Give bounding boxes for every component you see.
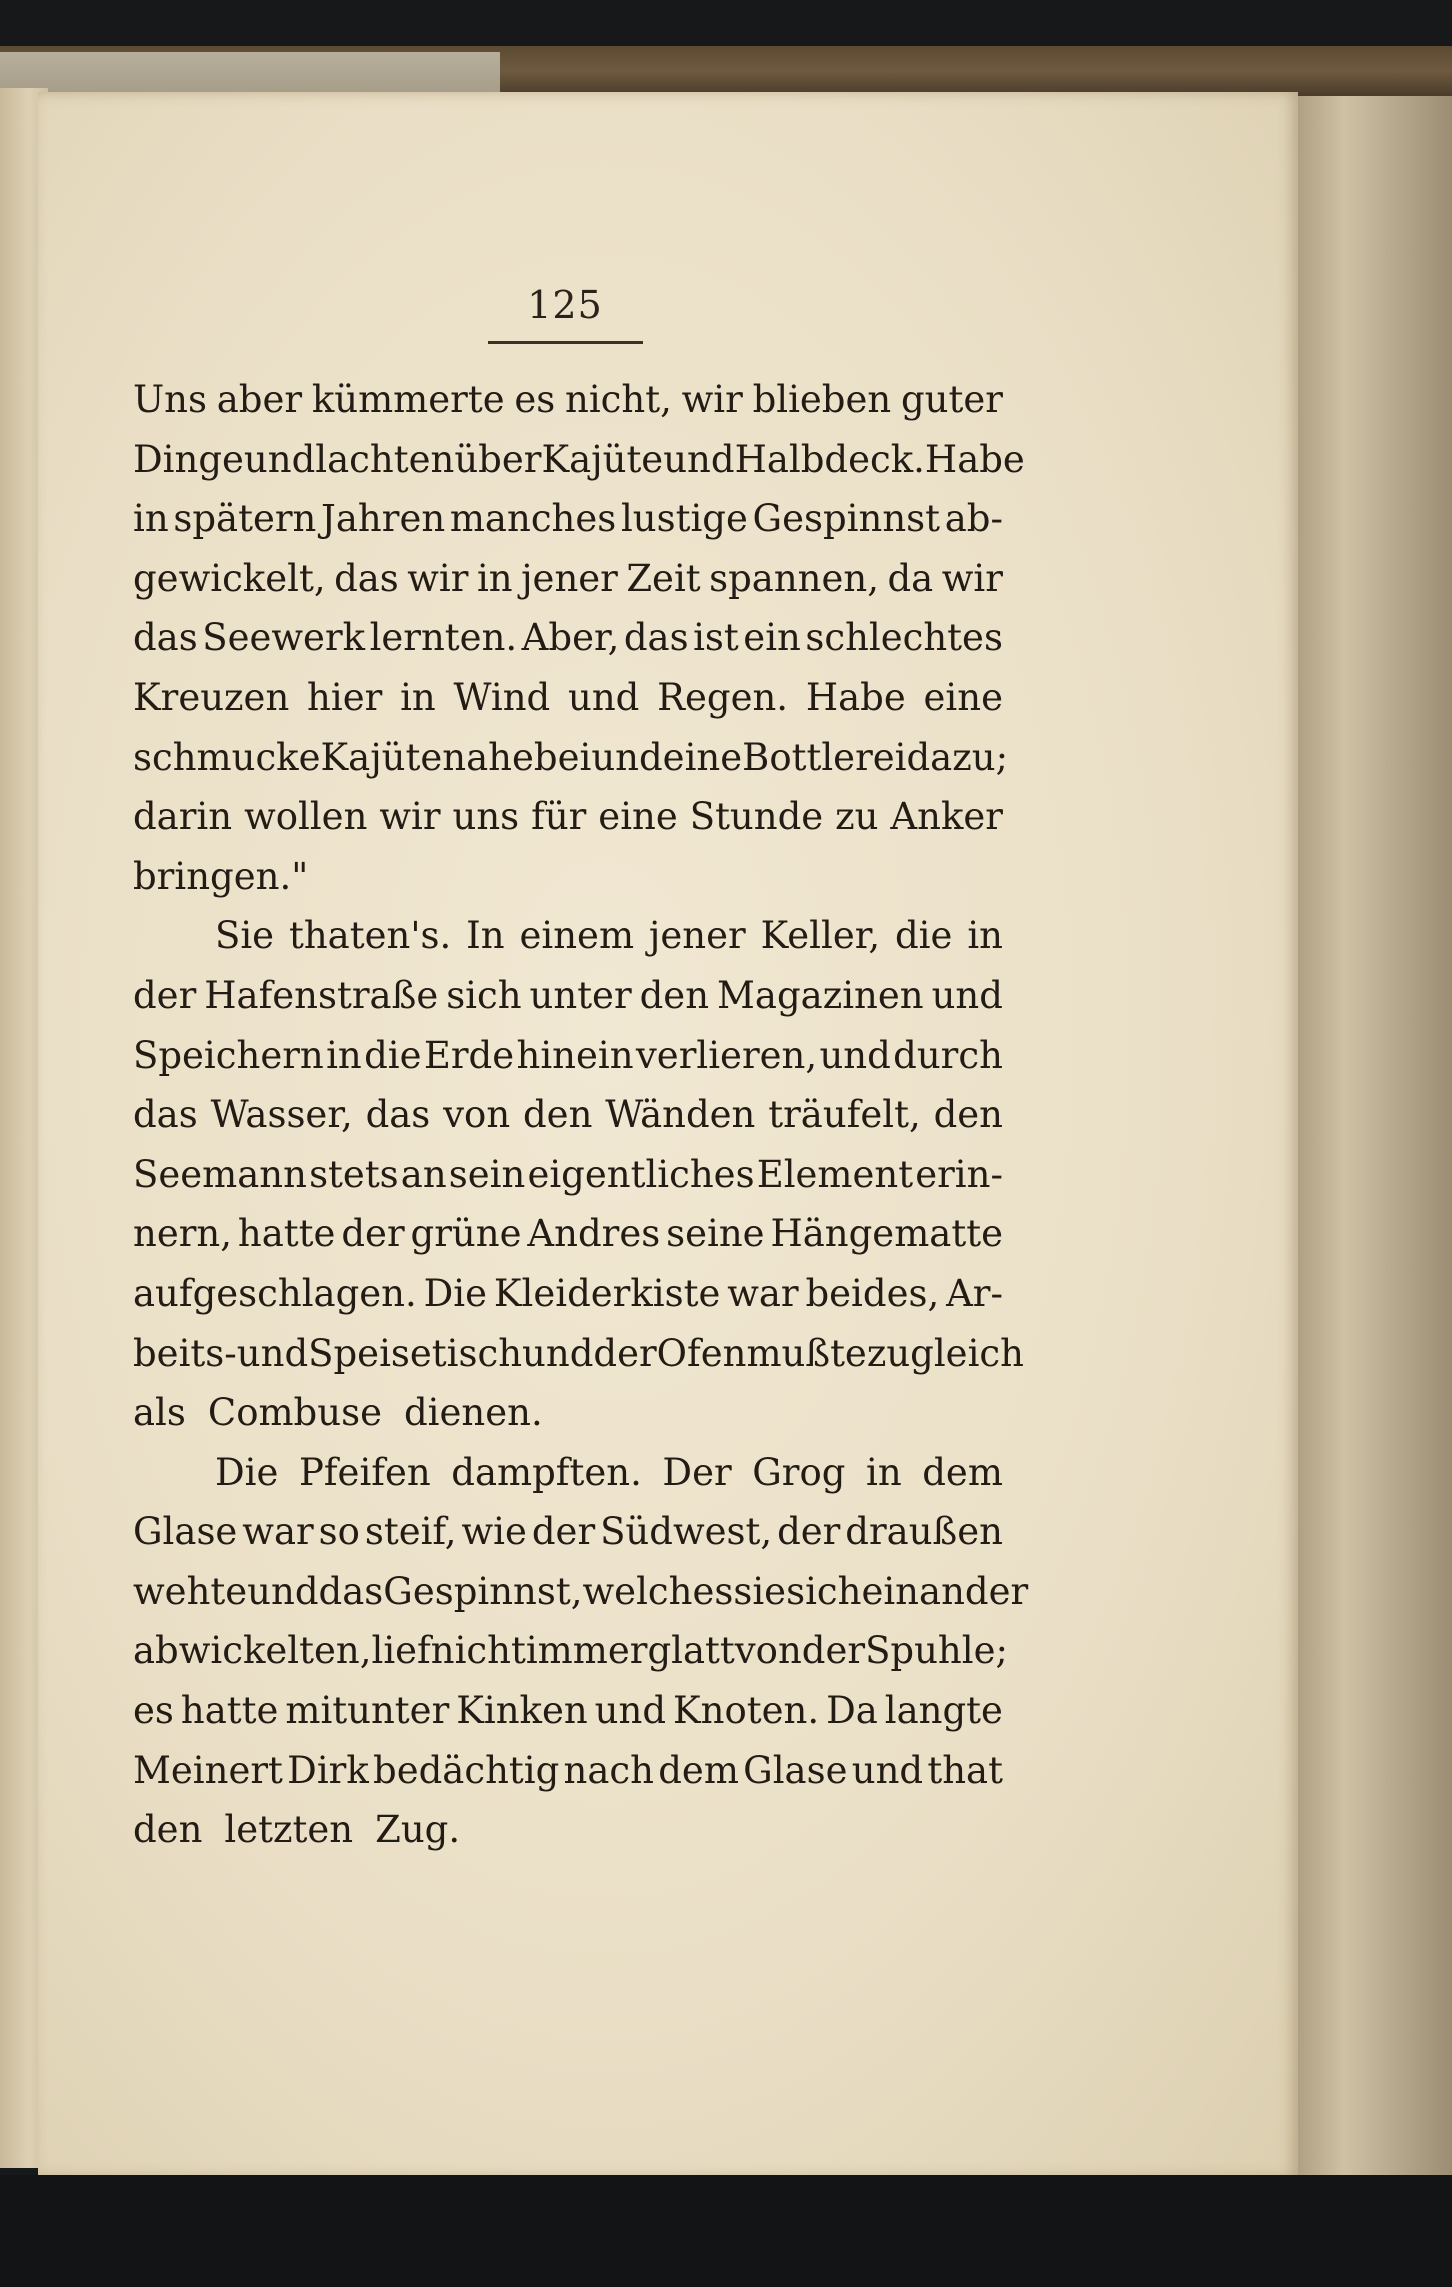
text-line: [133, 608, 1003, 668]
word: Knoten.: [672, 1689, 820, 1733]
word: dienen.: [403, 1391, 543, 1435]
word: und: [931, 973, 1003, 1017]
word: Die: [423, 1271, 488, 1315]
word: und: [247, 1569, 319, 1613]
word: war: [727, 1271, 799, 1315]
word: in: [400, 675, 436, 719]
word: letzten: [224, 1808, 354, 1852]
text-line: [133, 787, 1003, 847]
text-line: [133, 1085, 1003, 1145]
text-line: [133, 1621, 1008, 1681]
word: immer: [525, 1629, 648, 1673]
word: Halbdeck.: [734, 437, 925, 481]
word: es: [133, 1689, 174, 1733]
background-bottom: [0, 2175, 1452, 2287]
word: und: [819, 1033, 891, 1077]
word: und: [236, 1331, 309, 1375]
word: träufelt,: [768, 1093, 921, 1137]
word: der: [133, 973, 197, 1017]
word: Glase: [133, 1510, 238, 1554]
word: einem: [519, 914, 635, 958]
word: verlieren,: [635, 1033, 818, 1077]
word: Kinken: [456, 1689, 588, 1733]
word: darin: [133, 795, 233, 839]
word: nach: [563, 1748, 654, 1792]
word: den: [133, 1808, 203, 1852]
word: nicht: [430, 1629, 526, 1673]
text-line: [133, 1681, 1003, 1741]
word: und: [568, 675, 640, 719]
word: mußte: [746, 1331, 867, 1375]
word: Die: [215, 1450, 279, 1494]
word: in: [476, 556, 513, 600]
text-line: [133, 430, 1025, 490]
word: Meinert: [133, 1748, 283, 1792]
word: Andres: [527, 1212, 661, 1256]
word: spätern: [173, 497, 317, 541]
word: Uns: [133, 378, 207, 421]
word: in: [133, 497, 169, 541]
word: Hafenstraße: [204, 973, 439, 1017]
word: schmucke: [133, 735, 321, 779]
word: Magazinen: [717, 973, 924, 1017]
page-number-rule: [488, 341, 643, 344]
text-line: [133, 1026, 1003, 1086]
word: ist: [693, 616, 739, 660]
word: der: [801, 1629, 866, 1673]
word: Kajüte: [541, 437, 664, 481]
body-text: [133, 370, 1029, 1860]
word: Sie: [215, 914, 275, 958]
word: von: [443, 1093, 511, 1137]
word: eine: [662, 735, 743, 779]
word: steif,: [364, 1510, 457, 1554]
word: wir: [681, 378, 743, 421]
word: bedächtig: [373, 1748, 560, 1792]
word: das: [334, 556, 399, 600]
word: Anker: [890, 795, 1003, 839]
text-line: [133, 549, 1003, 609]
word: Südwest,: [600, 1510, 773, 1554]
word: in: [967, 914, 1003, 958]
word: Habe: [805, 675, 906, 719]
word: Aber,: [521, 616, 620, 660]
word: dem: [922, 1450, 1003, 1494]
word: da: [887, 556, 934, 600]
text-line: [133, 1502, 1003, 1562]
word: beides,: [805, 1271, 940, 1315]
word: sie: [733, 1569, 787, 1613]
text-line: [133, 966, 1003, 1026]
word: Wänden: [605, 1093, 756, 1137]
word: Bottlerei: [742, 735, 907, 779]
word: unter: [529, 973, 632, 1017]
word: nahebei: [442, 735, 592, 779]
word: welches: [582, 1569, 734, 1613]
word: Kreuzen: [133, 675, 290, 719]
word: Dinge: [133, 437, 244, 481]
word: der: [593, 1331, 657, 1375]
word: Glase: [743, 1748, 848, 1792]
word: und: [851, 1748, 924, 1792]
word: glatt: [647, 1629, 735, 1673]
word: hatte: [180, 1689, 279, 1733]
word: eine: [598, 795, 678, 839]
word: gewickelt,: [133, 556, 326, 600]
word: über: [454, 437, 542, 481]
word: an: [400, 1152, 447, 1196]
word: für: [531, 795, 587, 839]
word: sein: [448, 1152, 526, 1196]
word: Spuhle;: [865, 1629, 1008, 1673]
word: bringen.": [133, 854, 309, 898]
word: Zeit: [626, 556, 701, 600]
word: zu: [835, 795, 879, 839]
word: lief: [371, 1629, 431, 1673]
word: Ofen: [656, 1331, 747, 1375]
text-line: [133, 1145, 1003, 1205]
word: Regen.: [657, 675, 789, 719]
word: Der: [662, 1450, 732, 1494]
word: wir: [941, 556, 1003, 600]
word: draußen: [845, 1510, 1003, 1554]
word: dampften.: [451, 1450, 642, 1494]
word: war: [242, 1510, 314, 1554]
text-line: [133, 1443, 1003, 1503]
word: wollen: [244, 795, 368, 839]
word: und: [243, 437, 316, 481]
word: wir: [407, 556, 469, 600]
word: das: [133, 616, 198, 660]
word: Speichern: [133, 1033, 324, 1077]
word: kümmerte: [311, 378, 505, 421]
word: eigentliches: [527, 1152, 755, 1196]
text-line: [133, 906, 1003, 966]
word: als: [133, 1391, 186, 1435]
word: Gespinnst: [752, 497, 941, 541]
page-number: 125: [527, 283, 603, 327]
word: dem: [658, 1748, 739, 1792]
word: das: [133, 1093, 198, 1137]
word: thaten's.: [288, 914, 452, 958]
word: Combuse: [207, 1391, 382, 1435]
word: die: [895, 914, 953, 958]
text-line: [133, 1204, 1003, 1264]
word: langte: [884, 1689, 1003, 1733]
word: sich: [446, 973, 522, 1017]
word: uns: [452, 795, 520, 839]
word: das: [623, 616, 689, 660]
word: manches: [449, 497, 617, 541]
word: Keller,: [760, 914, 881, 958]
word: aufgeschlagen.: [133, 1271, 417, 1315]
word: nicht,: [565, 378, 672, 421]
word: hier: [307, 675, 383, 719]
word: der: [777, 1510, 841, 1554]
word: so: [318, 1510, 360, 1554]
word: stets: [309, 1152, 399, 1196]
word: Stunde: [689, 795, 824, 839]
word: den: [639, 973, 710, 1017]
word: seine: [666, 1212, 765, 1256]
word: in: [866, 1450, 902, 1494]
word: es: [514, 378, 556, 421]
word: einander: [861, 1569, 1029, 1613]
word: Kleiderkiste: [493, 1271, 721, 1315]
word: Wasser,: [210, 1093, 353, 1137]
word: durch: [893, 1033, 1003, 1077]
word: Da: [826, 1689, 878, 1733]
word: und: [591, 735, 663, 779]
word: Grog: [752, 1450, 846, 1494]
word: von: [734, 1629, 802, 1673]
word: jener: [521, 556, 618, 600]
word: in: [326, 1033, 362, 1077]
word: Gespinnst,: [383, 1569, 583, 1613]
text-line: [133, 1264, 1003, 1324]
text-line: [133, 1741, 1003, 1801]
word: Speisetisch: [308, 1331, 523, 1375]
word: Zug.: [375, 1808, 461, 1852]
word: nern,: [133, 1212, 233, 1256]
text-line: [133, 1800, 1003, 1860]
text-line: [133, 668, 1003, 728]
word: lernten.: [369, 616, 518, 660]
text-line: [133, 1383, 1003, 1443]
word: ab-: [944, 497, 1003, 541]
word: Hängematte: [770, 1212, 1003, 1256]
word: aber: [216, 378, 303, 421]
word: das: [365, 1093, 431, 1137]
word: und: [594, 1689, 667, 1733]
word: lachten: [315, 437, 455, 481]
word: Erde: [423, 1033, 515, 1077]
text-line: [133, 728, 1009, 788]
word: hinein: [516, 1033, 634, 1077]
word: wehte: [133, 1569, 248, 1613]
text-line: [133, 1562, 1029, 1622]
word: wie: [461, 1510, 527, 1554]
word: ein: [743, 616, 801, 660]
word: zugleich: [866, 1331, 1024, 1375]
word: spannen,: [709, 556, 880, 600]
word: jener: [648, 914, 746, 958]
word: blieben: [752, 378, 892, 421]
word: eine: [923, 675, 1003, 719]
word: grüne: [410, 1212, 522, 1256]
word: Seewerk: [202, 616, 366, 660]
tape-strip: [0, 52, 500, 92]
word: beits-: [133, 1331, 237, 1375]
word: dazu;: [906, 735, 1009, 779]
word: mitunter: [285, 1689, 450, 1733]
word: Kajüte: [320, 735, 443, 779]
page-stack-edges: [1298, 96, 1452, 2196]
word: wir: [379, 795, 441, 839]
word: den: [523, 1093, 593, 1137]
text-line: [133, 1324, 1024, 1384]
word: abwickelten,: [133, 1629, 372, 1673]
text-line: [133, 370, 1003, 430]
word: guter: [900, 378, 1003, 421]
text-line: [133, 847, 1003, 907]
word: Dirk: [287, 1748, 369, 1792]
word: hatte: [237, 1212, 336, 1256]
word: that: [927, 1748, 1003, 1792]
word: die: [364, 1033, 422, 1077]
text-line: [133, 489, 1003, 549]
word: das: [318, 1569, 384, 1613]
word: Habe: [924, 437, 1025, 481]
word: Jahren: [321, 497, 446, 541]
word: erin-: [915, 1152, 1003, 1196]
word: den: [933, 1093, 1003, 1137]
word: Wind: [453, 675, 551, 719]
word: Ar-: [946, 1271, 1003, 1315]
word: schlechtes: [805, 616, 1003, 660]
word: Pfeifen: [298, 1450, 431, 1494]
word: lustige: [620, 497, 748, 541]
word: In: [466, 914, 505, 958]
word: Seemann: [133, 1152, 307, 1196]
word: Element: [756, 1152, 914, 1196]
word: und: [522, 1331, 594, 1375]
word: sich: [786, 1569, 862, 1613]
word: der: [341, 1212, 405, 1256]
word: der: [531, 1510, 596, 1554]
word: und: [663, 437, 735, 481]
